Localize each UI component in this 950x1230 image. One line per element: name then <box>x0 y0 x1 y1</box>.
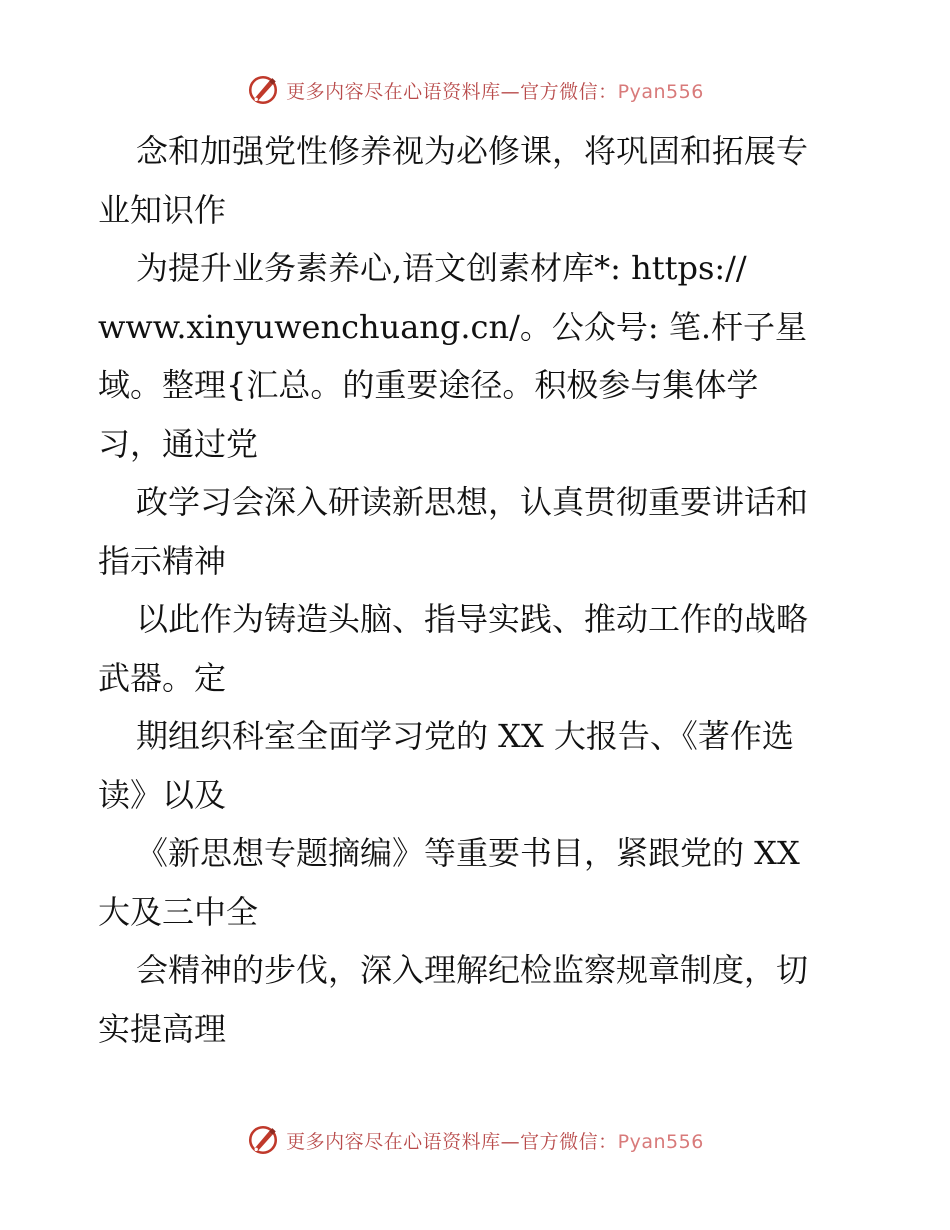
text-line: 会精神的步伐，深入理解纪检监察规章制度，切 <box>136 951 809 989</box>
text-line: 业知识作 <box>98 190 227 229</box>
text-line: 《新思想专题摘编》等重要书目，紧跟党的 XX <box>136 834 800 872</box>
watermark-label: 更多内容尽在心语资料库—官方微信： <box>286 80 618 103</box>
text-line: 实提高理 <box>98 1009 227 1048</box>
text-line: 为提升业务素养心,语文创素材库*: https:// <box>136 249 747 287</box>
text-line: www.xinyuwenchuang.cn/。公众号: 笔.杆子星 <box>98 307 807 346</box>
watermark-label: 更多内容尽在心语资料库—官方微信： <box>286 1130 618 1153</box>
text-line: 指示精神 <box>98 541 227 580</box>
pen-logo-icon <box>246 73 280 107</box>
watermark-wechat-id: Pyan556 <box>617 80 704 103</box>
text-line: 以此作为铸造头脑、指导实践、推动工作的战略 <box>136 600 809 638</box>
text-line: 大及三中全 <box>98 892 259 931</box>
text-line: 域。整理{汇总。的重要途径。积极参与集体学 <box>98 366 759 404</box>
text-line: 武器。定 <box>98 658 227 697</box>
footer-watermark <box>0 1120 950 1160</box>
text-line: 期组织科室全面学习党的 XX 大报告、《著作选 <box>136 717 794 755</box>
watermark-wechat-id: Pyan556 <box>617 1130 704 1153</box>
watermark-text <box>286 1127 704 1154</box>
text-line: 政学习会深入研读新思想，认真贯彻重要讲话和 <box>136 483 809 521</box>
pen-logo-icon <box>246 1123 280 1157</box>
header-watermark <box>0 70 950 110</box>
text-line: 习，通过党 <box>98 424 259 463</box>
watermark-text <box>286 77 704 104</box>
document-body <box>98 122 858 1058</box>
text-line: 读》以及 <box>98 775 227 814</box>
text-line: 念和加强党性修养视为必修课，将巩固和拓展专 <box>136 132 809 170</box>
